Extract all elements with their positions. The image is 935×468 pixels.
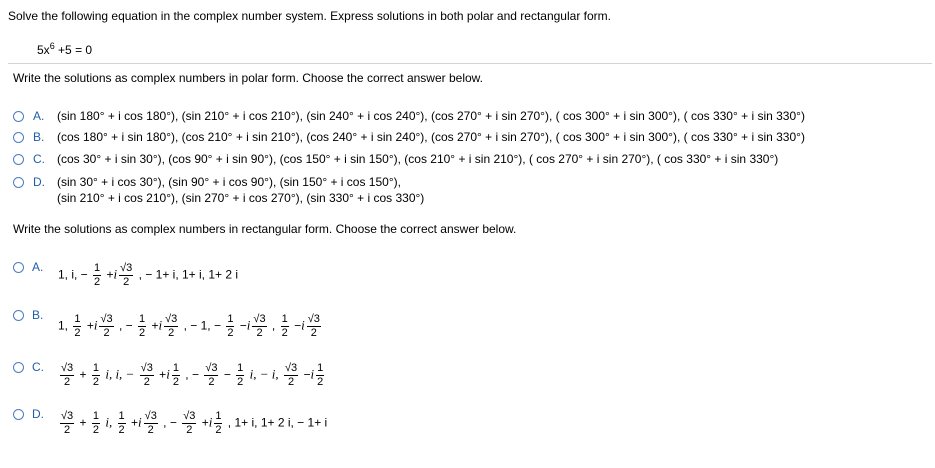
option-letter: B. <box>32 308 44 322</box>
option-text: (cos 180° + i sin 180°), (cos 210° + i sin 210°), (cos 240° + i sin 240°), (cos 270° + i sin 270°), ( cos 300° + i sin 300°), ( cos 330° + i sin 330°) <box>57 130 805 144</box>
option-math: $\frac{√3}{2}$ + $\frac{1}{2}$ i, i, − $\frac{√3}{2}$ +i $\frac{1}{2}$ , − $\frac{√3}{2}$ − $\frac{1}{2}$ i, − i, $\frac{√3}{2}$ −i $\frac{1}{2}$ <box>61 362 324 388</box>
option-text-line2: (sin 210° + i cos 210°), (sin 270° + i cos 270°), (sin 330° + i cos 330°) <box>57 191 425 205</box>
fraction: $\frac{√3}{2}$ <box>284 362 298 388</box>
option-math: $\frac{√3}{2}$ + $\frac{1}{2}$ i, $\frac{1}{2}$ +i $\frac{√3}{2}$ , − $\frac{√3}{2}$ +i $\frac{1}{2}$ , 1+ i, 1+ 2 i, − 1+ i <box>61 410 328 436</box>
radio-button[interactable] <box>13 154 24 165</box>
equation-base: 5x <box>37 43 50 57</box>
option-letter: B. <box>33 130 45 144</box>
math-text: 1, i, − <box>58 267 88 282</box>
fraction: $\frac{1}{2}$ <box>92 362 99 388</box>
radio-button[interactable] <box>13 362 24 373</box>
option-letter: C. <box>32 360 44 374</box>
radio-button[interactable] <box>13 111 24 122</box>
fraction: $\frac{1}{2}$ <box>237 362 244 388</box>
fraction: $\frac{1}{2}$ <box>281 313 288 339</box>
option-math: 1, $\frac{1}{2}$ +i $\frac{√3}{2}$ , − $\frac{1}{2}$ +i $\frac{√3}{2}$ , − 1, − $\frac{1}{2}$ −i $\frac{√3}{2}$ , $\frac{1}{2}$ −i $\frac{√3}{2}$ <box>58 313 320 339</box>
fraction: $\frac{1}{2}$ <box>118 410 125 436</box>
option-letter: D. <box>32 407 44 421</box>
instruction-text: Solve the following equation in the complex number system. Express solutions in both polar and rectangular form. <box>8 9 611 23</box>
fraction: $\frac{√3}{2}$ <box>183 410 196 436</box>
fraction: $\frac{√3}{2}$ <box>61 362 74 388</box>
fraction: $\frac{√3}{2}$ <box>144 410 157 436</box>
option-letter: C. <box>33 152 45 166</box>
equation-rest: +5 = 0 <box>58 43 93 57</box>
radio-button[interactable] <box>13 409 24 420</box>
fraction: $\frac{√3}{2}$ <box>140 362 153 388</box>
fraction: $\frac{1}{2}$ <box>215 410 222 436</box>
fraction: $\frac{1}{2}$ <box>317 362 324 388</box>
fraction: $\frac{1}{2}$ <box>172 362 179 388</box>
fraction: $\frac{√3}{2}$ <box>307 313 320 339</box>
fraction: $\frac{1}{2}$ <box>94 262 101 288</box>
question-rect: Write the solutions as complex numbers in rectangular form. Choose the correct answer below. <box>13 222 517 236</box>
fraction: $\frac{√3}{2}$ <box>165 313 178 339</box>
divider <box>8 63 932 64</box>
radio-button[interactable] <box>13 132 24 143</box>
fraction: $\frac{1}{2}$ <box>139 313 146 339</box>
equation <box>37 41 92 57</box>
option-letter: A. <box>33 109 45 123</box>
radio-button[interactable] <box>13 310 24 321</box>
option-math: 1, i, − $\frac{1}{2}$ +i $\frac{√3}{2}$ , − 1+ i, 1+ i, 1+ 2 i <box>58 262 239 288</box>
fraction: $\frac{√3}{2}$ <box>253 313 266 339</box>
option-text: (sin 180° + i cos 180°), (sin 210° + i cos 210°), (sin 240° + i cos 240°), (cos 270° + i sin 270°), ( cos 300° + i sin 300°), ( cos 330° + i sin 330°) <box>57 109 805 123</box>
option-letter: A. <box>32 260 44 274</box>
radio-button[interactable] <box>13 177 24 188</box>
fraction: $\frac{1}{2}$ <box>227 313 234 339</box>
fraction: $\frac{√3}{2}$ <box>205 362 218 388</box>
fraction: $\frac{√3}{2}$ <box>120 262 133 288</box>
fraction: $\frac{1}{2}$ <box>74 313 81 339</box>
option-text: (cos 30° + i sin 30°), (cos 90° + i sin 90°), (cos 150° + i sin 150°), (cos 210° + i sin 210°), ( cos 270° + i sin 270°), ( cos 330° + i sin 330°) <box>57 152 779 166</box>
question-polar: Write the solutions as complex numbers in polar form. Choose the correct answer below. <box>13 71 483 85</box>
option-letter: D. <box>33 175 45 189</box>
equation-exponent: 6 <box>49 41 55 51</box>
fraction: $\frac{√3}{2}$ <box>61 410 74 436</box>
radio-button[interactable] <box>13 262 24 273</box>
fraction: $\frac{1}{2}$ <box>92 410 99 436</box>
fraction: $\frac{√3}{2}$ <box>100 313 113 339</box>
option-text-line1: (sin 30° + i cos 30°), (sin 90° + i cos 90°), (sin 150° + i cos 150°), <box>57 175 401 189</box>
math-text: , − 1+ i, 1+ i, 1+ 2 i <box>138 267 239 282</box>
